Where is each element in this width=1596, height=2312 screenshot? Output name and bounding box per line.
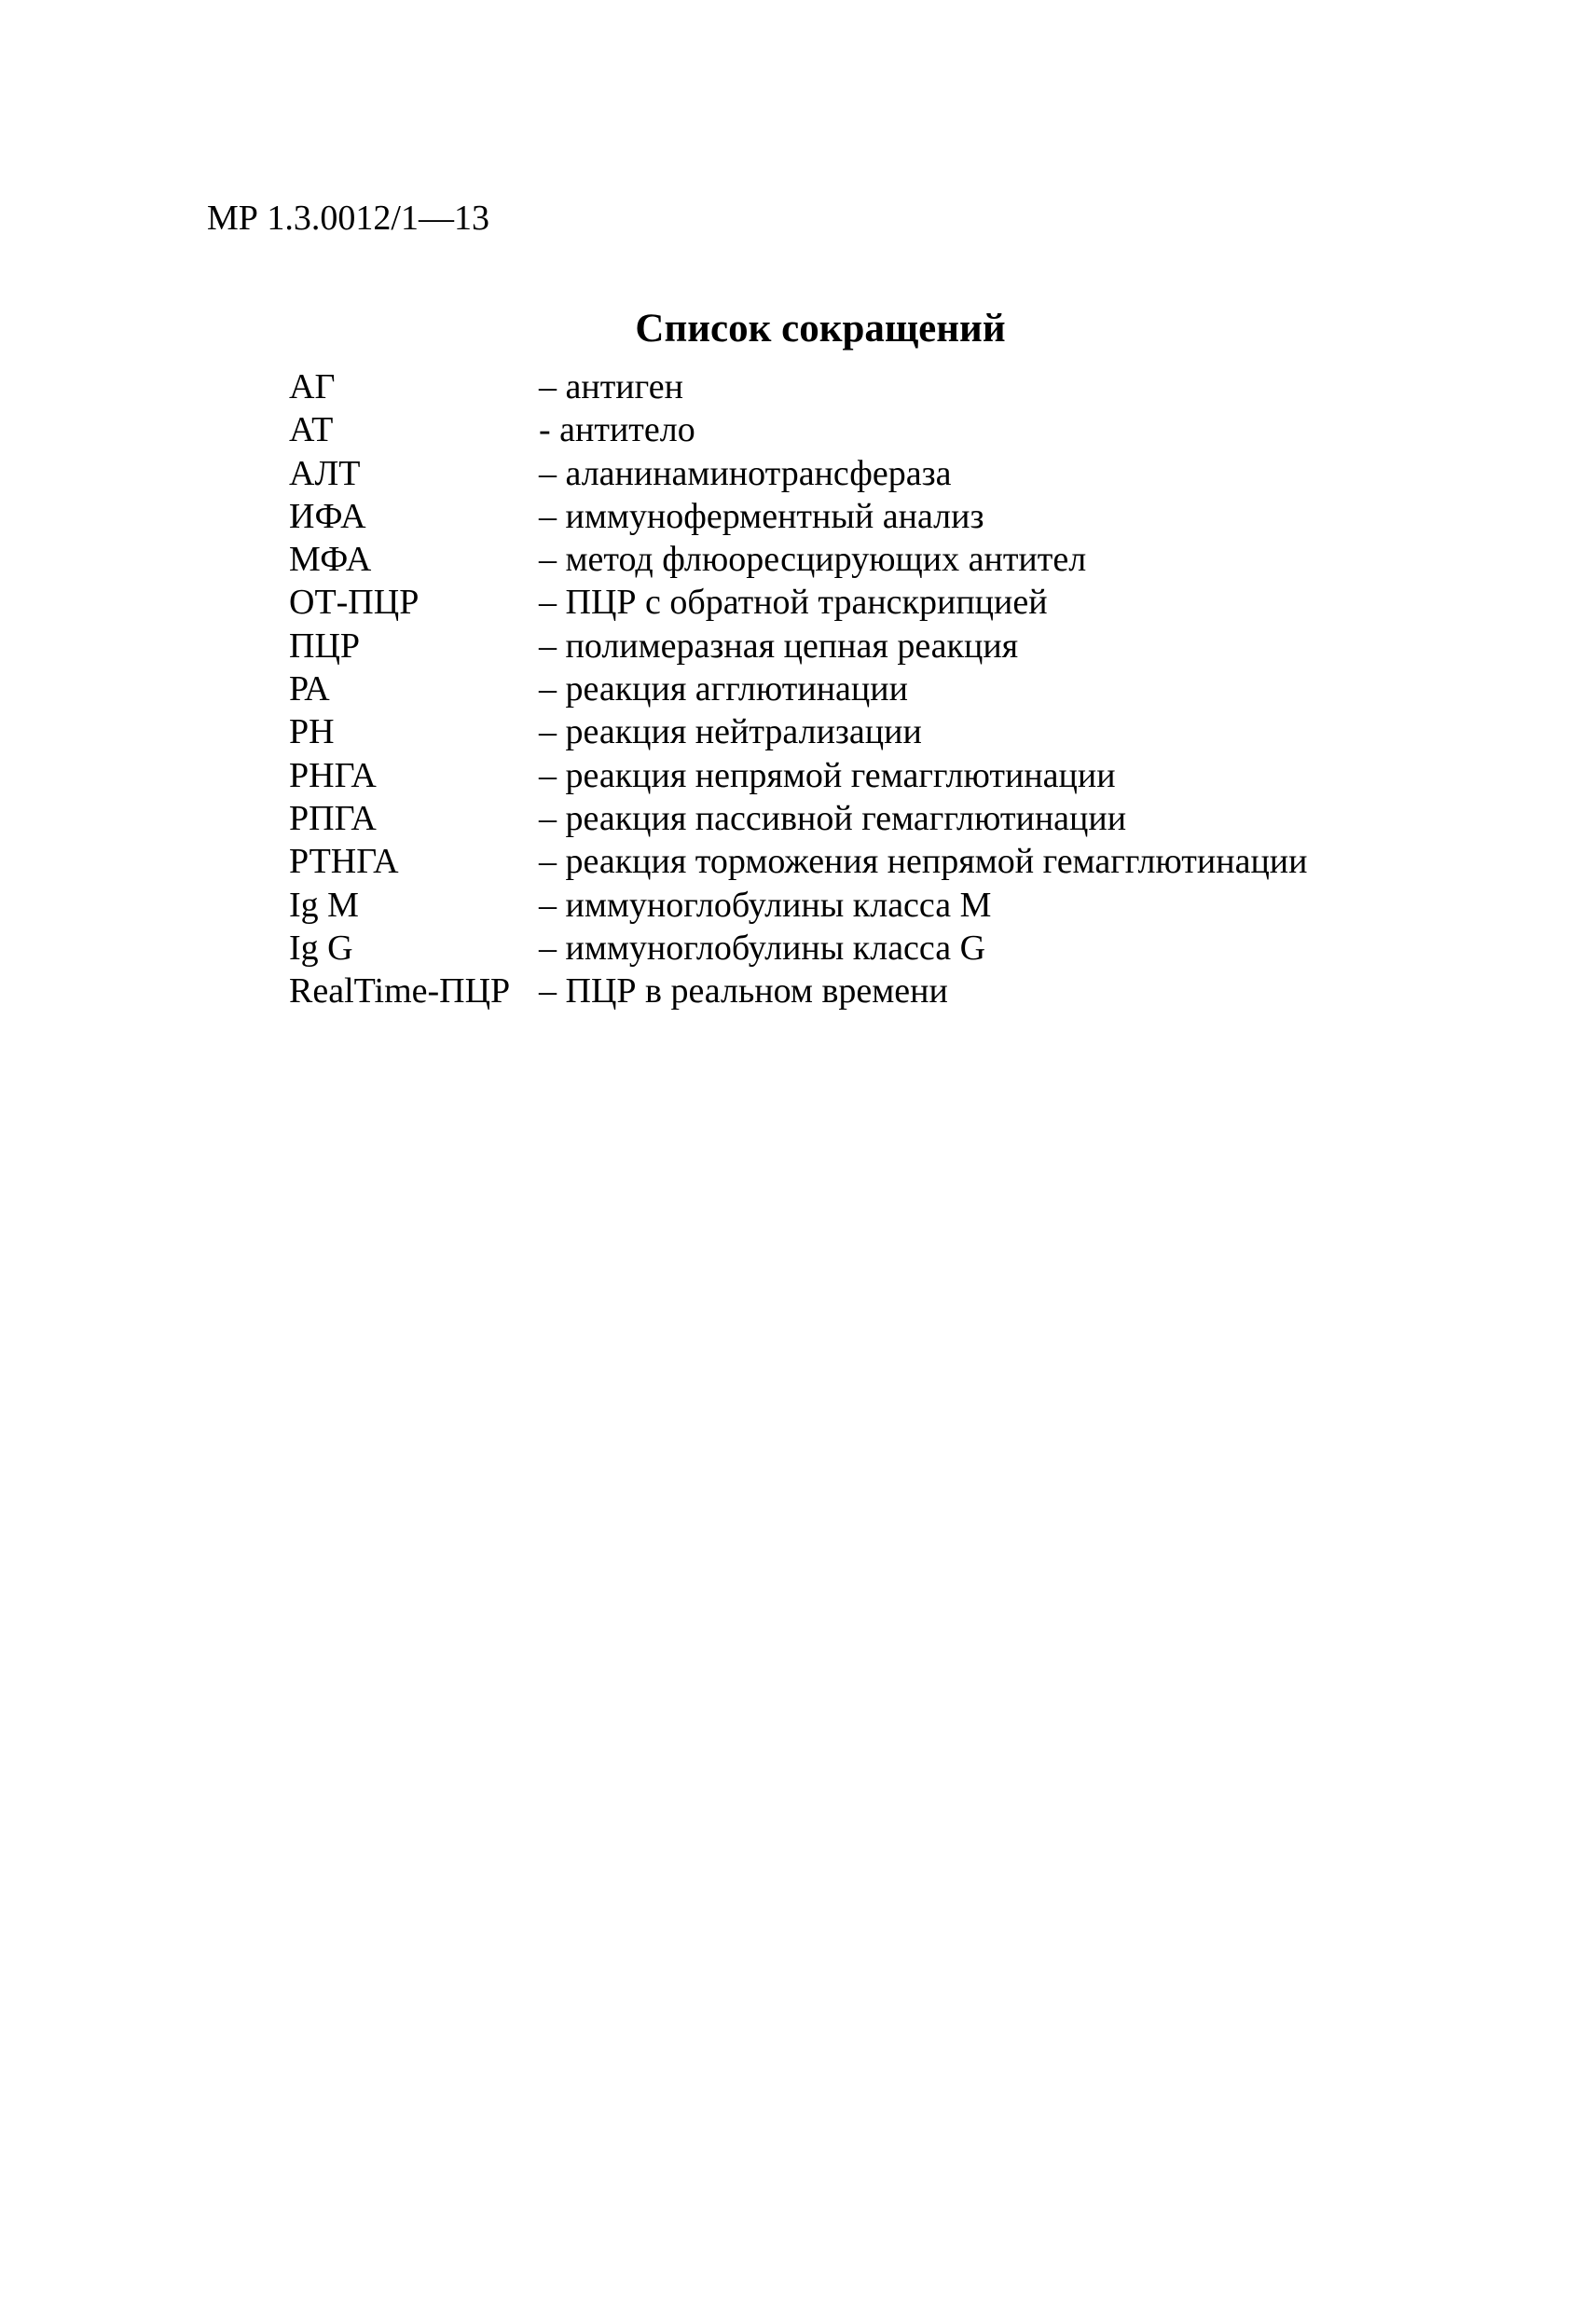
document-code: МР 1.3.0012/1—13 bbox=[207, 199, 489, 238]
abbreviation-list bbox=[289, 365, 1445, 1012]
abbreviation-term: РПГА bbox=[289, 798, 377, 838]
abbreviation-term: АГ bbox=[289, 367, 336, 406]
abbreviation-definition: – метод флюоресцирующих антител bbox=[539, 540, 1087, 580]
abbreviation-term: АТ bbox=[289, 410, 334, 450]
abbreviation-row bbox=[289, 970, 1445, 1012]
abbreviation-row bbox=[289, 927, 1445, 970]
abbreviation-definition: – реакция агглютинации bbox=[539, 669, 908, 709]
abbreviation-term: Ig G bbox=[289, 928, 353, 968]
abbreviation-term: РА bbox=[289, 669, 330, 709]
page-title: Список сокращений bbox=[635, 307, 1006, 351]
abbreviation-row bbox=[289, 452, 1445, 495]
abbreviation-row bbox=[289, 667, 1445, 710]
abbreviation-row bbox=[289, 581, 1445, 624]
abbreviation-term: РНГА bbox=[289, 755, 377, 795]
abbreviation-definition: – реакция непрямой гемагглютинации bbox=[539, 755, 1116, 795]
abbreviation-row bbox=[289, 840, 1445, 883]
abbreviation-definition: - антитело bbox=[539, 410, 695, 450]
abbreviation-term: ОТ-ПЦР bbox=[289, 583, 420, 623]
abbreviation-definition: – иммуноглобулины класса М bbox=[539, 885, 992, 925]
abbreviation-term: Ig M bbox=[289, 885, 359, 925]
abbreviation-definition: – антиген bbox=[539, 367, 683, 406]
abbreviation-row bbox=[289, 538, 1445, 581]
abbreviation-row bbox=[289, 797, 1445, 840]
abbreviation-definition: – ПЦР в реальном времени bbox=[539, 971, 948, 1012]
abbreviation-row bbox=[289, 495, 1445, 538]
abbreviation-term: ИФА bbox=[289, 496, 366, 536]
abbreviation-definition: – аланинаминотрансфераза bbox=[539, 453, 952, 493]
abbreviation-row bbox=[289, 710, 1445, 753]
abbreviation-row bbox=[289, 408, 1445, 451]
abbreviation-term: РТНГА bbox=[289, 842, 399, 882]
abbreviation-term: ПЦР bbox=[289, 626, 361, 666]
abbreviation-term: АЛТ bbox=[289, 453, 361, 493]
abbreviation-definition: – иммуноферментный анализ bbox=[539, 496, 984, 536]
abbreviation-definition: – полимеразная цепная реакция bbox=[539, 626, 1019, 666]
abbreviation-row bbox=[289, 365, 1445, 408]
abbreviation-term: RealTime-ПЦР bbox=[289, 971, 511, 1012]
abbreviation-definition: – иммуноглобулины класса G bbox=[539, 928, 986, 968]
abbreviation-row bbox=[289, 884, 1445, 927]
abbreviation-definition: – реакция нейтрализации bbox=[539, 712, 922, 752]
abbreviation-definition: – реакция пассивной гемагглютинации bbox=[539, 798, 1127, 838]
abbreviation-term: РН bbox=[289, 712, 335, 752]
abbreviation-definition: – ПЦР с обратной транскрипцией bbox=[539, 583, 1048, 623]
abbreviation-term: МФА bbox=[289, 540, 372, 580]
abbreviation-definition: – реакция торможения непрямой гемагглютинации bbox=[539, 842, 1308, 882]
abbreviation-row bbox=[289, 754, 1445, 797]
abbreviation-row bbox=[289, 625, 1445, 667]
